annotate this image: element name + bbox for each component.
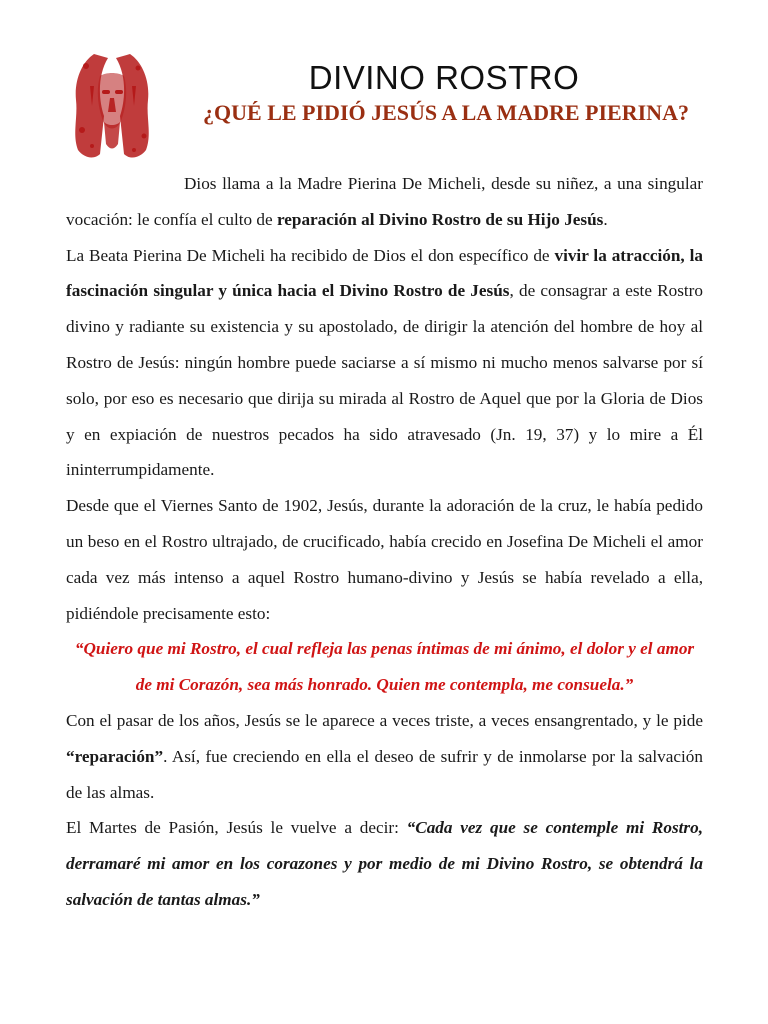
paragraph-4 [66,703,703,810]
bold-text: “reparación” [66,746,164,766]
text: . Así, fue creciendo en ella el deseo de sufrir y de inmolarse por la salvación de las almas. [66,746,703,802]
bold-italic-text: “Cada vez que se contemple mi Rostro, derramaré mi amor en los corazones y por medio de mi Divino Rostro, se obtendrá la salvación de tantas almas.” [66,818,703,909]
paragraph-2 [66,238,703,489]
page-subtitle: ¿QUÉ LE PIDIÓ JESÚS A LA MADRE PIERINA? [203,100,689,125]
paragraph-5 [66,810,703,917]
text: El Martes de Pasión, Jesús le vuelve a decir: [66,818,407,838]
text: Con el pasar de los años, Jesús se le aparece a veces triste, a veces ensangrentado, y le pide [66,710,703,730]
bold-text: vivir la atracción, la fascinación singular y única hacia el Divino Rostro de Jesús [66,245,703,301]
holy-face-logo [64,46,160,164]
text: Desde que el Viernes Santo de 1902, Jesús, durante la adoración de la cruz, le había pedido un beso en el Rostro ultrajado, de crucificado, había crecido en Josefina De Micheli el amor cada vez más intenso a aquel Rostro humano-divino y Jesús se había revelado a ella, pidiéndole precisamente esto: [66,496,703,623]
text: , de consagrar a este Rostro divino y radiante su existencia y su apostolado, de dirigir la atención del hombre de hoy al Rostro de Jesús: ningún hombre puede saciarse a sí mismo ni mucho menos salvarse por sí solo, por eso es necesario que dirija su mirada al Rostro de Aquel que por la Gloria de Dios y en expiación de nuestros pecados ha sido atravesado (Jn. 19, 37) y lo mire a Él ininterrumpidamente. [66,281,703,480]
text: La Beata Pierina De Micheli ha recibido de Dios el don específico de [66,245,555,265]
text: Dios llama a la Madre Pierina De Micheli, desde su niñez, a una singular vocación: le confía el culto de [66,174,703,229]
paragraph-3 [66,488,703,631]
document-body [66,166,703,918]
bold-text: reparación al Divino Rostro de su Hijo Jesús [276,209,604,229]
text: . [603,209,608,229]
page-title: DIVINO ROSTRO [308,59,580,96]
holy-face-icon [64,46,160,164]
quote-1: “Quiero que mi Rostro, el cual refleja las penas íntimas de mi ánimo, el dolor y el amor de mi Corazón, sea más honrado. Quien me contempla, me consuela.” [74,639,695,695]
paragraph-1 [66,166,703,238]
